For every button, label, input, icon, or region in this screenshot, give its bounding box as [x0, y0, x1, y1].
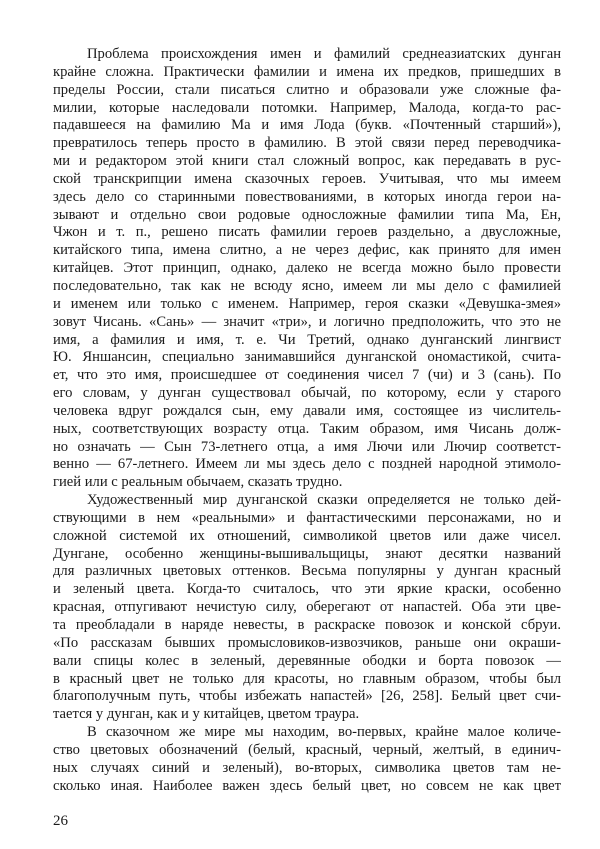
text-line: ет, что это имя, происшедшее от соединения чисел 7 (чи) и 3 (сань). По [53, 367, 561, 384]
text-line: китайцев. Этот принцип, однако, далеко не всегда можно было провести [53, 260, 561, 277]
text-line: сложной системой их отношений, символикой цветов или даже чисел. [53, 527, 561, 544]
text-line: Художественный мир дунганской сказки определяется не только дей- [87, 492, 561, 509]
text-line: крайне сложна. Практически фамилии и имена их предков, пришедших в [53, 63, 561, 80]
text-line: «По рассказам бывших промысловиков-извозчиков, раньше они окраши- [53, 634, 561, 651]
text-line: ство цветовых обозначений (белый, красный, черный, желтый, в единич- [53, 741, 561, 758]
page-number: 26 [53, 813, 68, 829]
text-line: Чжон и т. п., решено писать фамилии героев раздельно, а двусложные, [53, 224, 561, 241]
text-line: ской транскрипции имена сказочных героев. Учитывая, что мы имеем [53, 170, 561, 187]
text-line: и зеленый цвета. Когда-то считалось, что эти яркие краски, особенно [53, 581, 561, 598]
text-line: падавшееся на фамилию Ма и имя Лода (букв. «Почтенный старший»), [53, 117, 561, 134]
text-line: Дунгане, особенно женщины-вышивальщицы, знают десятки названий [53, 545, 561, 562]
text-line: ми и редактором этой книги стал сложный вопрос, как передавать в рус- [53, 153, 561, 170]
text-line: вали спицы колес в зеленый, деревянные ободки и борта повозок — [53, 652, 561, 669]
text-line: имя, а фамилия и имя, т. е. Чи Третий, однако дунганский лингвист [53, 331, 561, 348]
text-line: превратилось теперь просто в фамилию. В этой связи перед переводчика- [53, 135, 561, 152]
text-line: Ю. Яншансин, специально занимавшийся дунганской ономастикой, счита- [53, 349, 561, 366]
text-line: в красный цвет не только для красоты, но главным образом, чтобы был [53, 670, 561, 687]
text-line: В сказочном же мире мы находим, во-первых, крайне малое количе- [87, 724, 561, 741]
text-line: для различных цветовых оттенков. Весьма популярны у дунган красный [53, 563, 561, 580]
text-line: здесь дело со старинными повествованиями, в которых иногда герои на- [53, 188, 561, 205]
text-line: тается у дунган, как и у китайцев, цветом траура. [53, 706, 360, 723]
text-line: ных случаях синий и зеленый), во-вторых, символика цветов там не- [53, 759, 561, 776]
text-line: его словам, у дунган существовал обычай, по которому, если у старого [53, 385, 561, 402]
text-line: ствующими в нем «реальными» и фантастическими персонажами, но и [53, 509, 561, 526]
paragraph [53, 46, 561, 492]
text-line: та преобладали в наряде невесты, в раскраске повозок и конской сбруи. [53, 617, 561, 633]
paragraph [53, 492, 561, 724]
text-line: Проблема происхождения имен и фамилий среднеазиатских дунган [87, 46, 561, 62]
text-line: венно — 67-летнего. Имеем ли мы здесь дело с поздней народной этимоло- [53, 456, 561, 473]
text-line: и именем или только с именем. Например, героя сказки «Девушка-змея» [53, 295, 561, 312]
text-line: гией или с реальным обычаем, сказать трудно. [53, 474, 343, 491]
text-line: ных, соответствующих возрасту отца. Таким образом, имя Чисань долж- [53, 420, 561, 437]
page-body [53, 46, 561, 795]
text-line: зывают и отдельно свои родовые односложные фамилии типа Ма, Ен, [53, 206, 561, 223]
text-line: но означать — Сын 73-летнего отца, а имя Лючи или Лючир соответст- [53, 438, 561, 455]
text-line: зовут Чисань. «Сань» — значит «три», и логично предположить, что это не [53, 313, 561, 330]
text-line: милии, которые наследовали потомки. Например, Малода, когда-то рас- [53, 99, 561, 116]
text-line: пределы России, стали писаться слитно и образовали уже сложные фа- [53, 81, 561, 98]
paragraph [53, 724, 561, 795]
text-line: сколько иная. Наиболее важен здесь белый цвет, но совсем не как цвет [53, 777, 561, 794]
text-line: благополучным путь, чтобы избежать напастей» [26, 258]. Белый цвет счи- [53, 688, 561, 705]
text-line: красная, отпугивают нечистую силу, оберегают от напастей. Оба эти цве- [53, 599, 561, 616]
text-line: китайского типа, имена слитно, а не через дефис, как принято для имен [53, 242, 561, 259]
text-line: человека вдруг рождался сын, ему давали имя, состоящее из числитель- [53, 402, 561, 419]
text-line: последовательно, так как не всюду ясно, имеем ли мы дело с фамилией [53, 277, 561, 294]
